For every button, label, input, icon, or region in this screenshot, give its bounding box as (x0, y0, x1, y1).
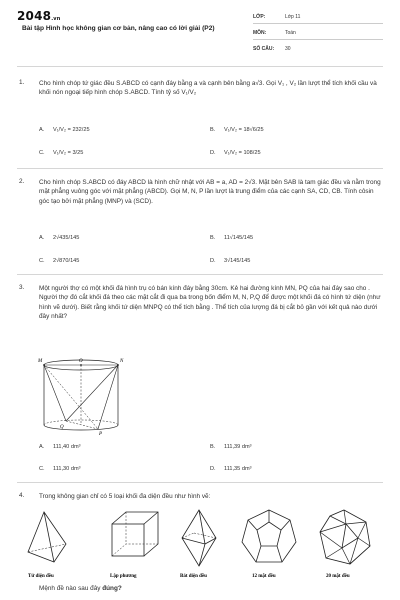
question-number: 3. (19, 284, 25, 291)
q3-option-b[interactable] (210, 444, 251, 450)
meta-value: 30 (285, 46, 291, 52)
meta-divider (253, 39, 383, 40)
solid-label: Bát diện đều (180, 574, 207, 579)
option-label: D. (210, 466, 216, 472)
solid-label: 12 mặt đều (252, 574, 276, 579)
header-divider (17, 66, 383, 67)
label-n: N (120, 359, 124, 364)
option-value: V₁/V₂ = 3/25 (53, 150, 84, 156)
prompt-text: Mệnh đề nào sau đây (39, 585, 101, 592)
option-label: B. (210, 127, 216, 133)
meta-value: Toán (285, 30, 296, 36)
polyhedra-figure (24, 508, 384, 580)
option-value: 2√870/145 (53, 258, 80, 264)
q1-option-c[interactable] (39, 150, 83, 156)
cylinder-tetrahedron-figure (36, 355, 126, 435)
q3-option-d[interactable] (210, 466, 251, 472)
option-label: A. (39, 127, 45, 133)
question-number: 4. (19, 492, 25, 499)
option-value: 2√435/145 (53, 235, 80, 241)
solid-label: 20 mặt đều (326, 574, 350, 579)
q1-option-b[interactable] (210, 127, 264, 133)
option-value: 111,39 dm³ (224, 444, 252, 450)
q2-option-a[interactable] (39, 235, 79, 241)
logo-suffix: .vn (51, 16, 61, 22)
meta-divider (253, 23, 383, 24)
q3-option-a[interactable] (39, 444, 80, 450)
question-number: 1. (19, 79, 25, 86)
option-value: 111,40 dm³ (53, 444, 81, 450)
q2-option-d[interactable] (210, 258, 250, 264)
label-q: Q (60, 425, 64, 430)
cube-shape (112, 512, 158, 556)
label-o: O (79, 359, 83, 364)
tetrahedron-shape (28, 512, 66, 562)
option-label: C. (39, 258, 45, 264)
meta-key: LỚP: (253, 14, 266, 20)
solid-label: Lập phương (110, 574, 137, 579)
option-label: C. (39, 466, 45, 472)
question-3-text: Một người thợ có một khối đá hình trụ có bán kính đáy bằng 30cm. Kẻ hai đường kính MN, PQ của hai đáy sao cho . Người thợ đó cắt khối đá theo các mặt cắt đi qua ba trong bốn điểm M, N, P,Q để được một khối đá có hình tứ diện (như hình vẽ dưới). Biết rằng khối tứ diện MNPQ có thể tích bằng . Thể tích của lượng đá bị cắt bỏ gần với kết quả nào dưới đây nhất? (39, 285, 381, 320)
meta-key: MÔN: (253, 30, 267, 36)
question-divider (17, 168, 383, 169)
solid-label: Tứ diện đều (28, 574, 54, 579)
dodecahedron-shape (242, 510, 296, 562)
question-divider (17, 274, 383, 275)
logo-text: 2048 (17, 9, 52, 23)
option-value: 11√145/145 (224, 235, 254, 241)
q1-option-a[interactable] (39, 127, 90, 133)
document-title: Bài tập Hình học không gian cơ bản, nâng cao có lời giải (P2) (22, 25, 215, 32)
site-logo[interactable] (17, 9, 61, 23)
option-label: D. (210, 150, 216, 156)
option-value: V₁/V₂ = 18√6/25 (224, 127, 264, 133)
question-divider (17, 482, 383, 483)
question-2-text: Cho hình chóp S.ABCD có đáy ABCD là hình chữ nhật với AB = a, AD = 2√3. Mặt bên SAB là tam giác đều và nằm trong mặt phẳng vuông góc với mặt phẳng (ABCD). Gọi M, N, P lần lượt là trung điểm của các cạnh SA, CD, CB. Tính côsin góc tạo bởi mặt phẳng (MNP) và (SCD). (39, 179, 381, 205)
question-4-text: Trong không gian chỉ có 5 loại khối đa diện đều như hình vẽ: (39, 493, 211, 500)
option-value: V₁/V₂ = 108/25 (224, 150, 261, 156)
meta-key: SỐ CÂU: (253, 46, 275, 52)
option-value: 3√145/145 (224, 258, 251, 264)
option-label: A. (39, 444, 45, 450)
label-p: P (99, 432, 103, 435)
option-label: B. (210, 235, 216, 241)
question-4-prompt (39, 584, 381, 593)
q1-option-d[interactable] (210, 150, 261, 156)
option-value: 111,35 dm³ (224, 466, 252, 472)
prompt-emphasis: đúng? (102, 585, 122, 592)
option-value: 111,30 dm³ (53, 466, 81, 472)
document-header (0, 0, 400, 64)
q2-option-b[interactable] (210, 235, 253, 241)
label-m: M (38, 359, 43, 364)
icosahedron-shape (320, 510, 370, 564)
octahedron-shape (182, 510, 216, 566)
option-label: B. (210, 444, 216, 450)
q3-option-c[interactable] (39, 466, 80, 472)
option-label: C. (39, 150, 45, 156)
option-label: A. (39, 235, 45, 241)
meta-value: Lớp 11 (285, 14, 301, 20)
q2-option-c[interactable] (39, 258, 79, 264)
option-value: V₁/V₂ = 232/25 (53, 127, 90, 133)
option-label: D. (210, 258, 216, 264)
question-number: 2. (19, 178, 25, 185)
question-1-text: Cho hình chóp tứ giác đều S.ABCD có cạnh đáy bằng a và cạnh bên bằng a√3. Gọi V₁ , V₂ lần lượt thể tích khối cầu và khối nón ngoại tiếp hình chóp S.ABCD. Tính tỷ số V₁/V₂ (39, 80, 377, 97)
